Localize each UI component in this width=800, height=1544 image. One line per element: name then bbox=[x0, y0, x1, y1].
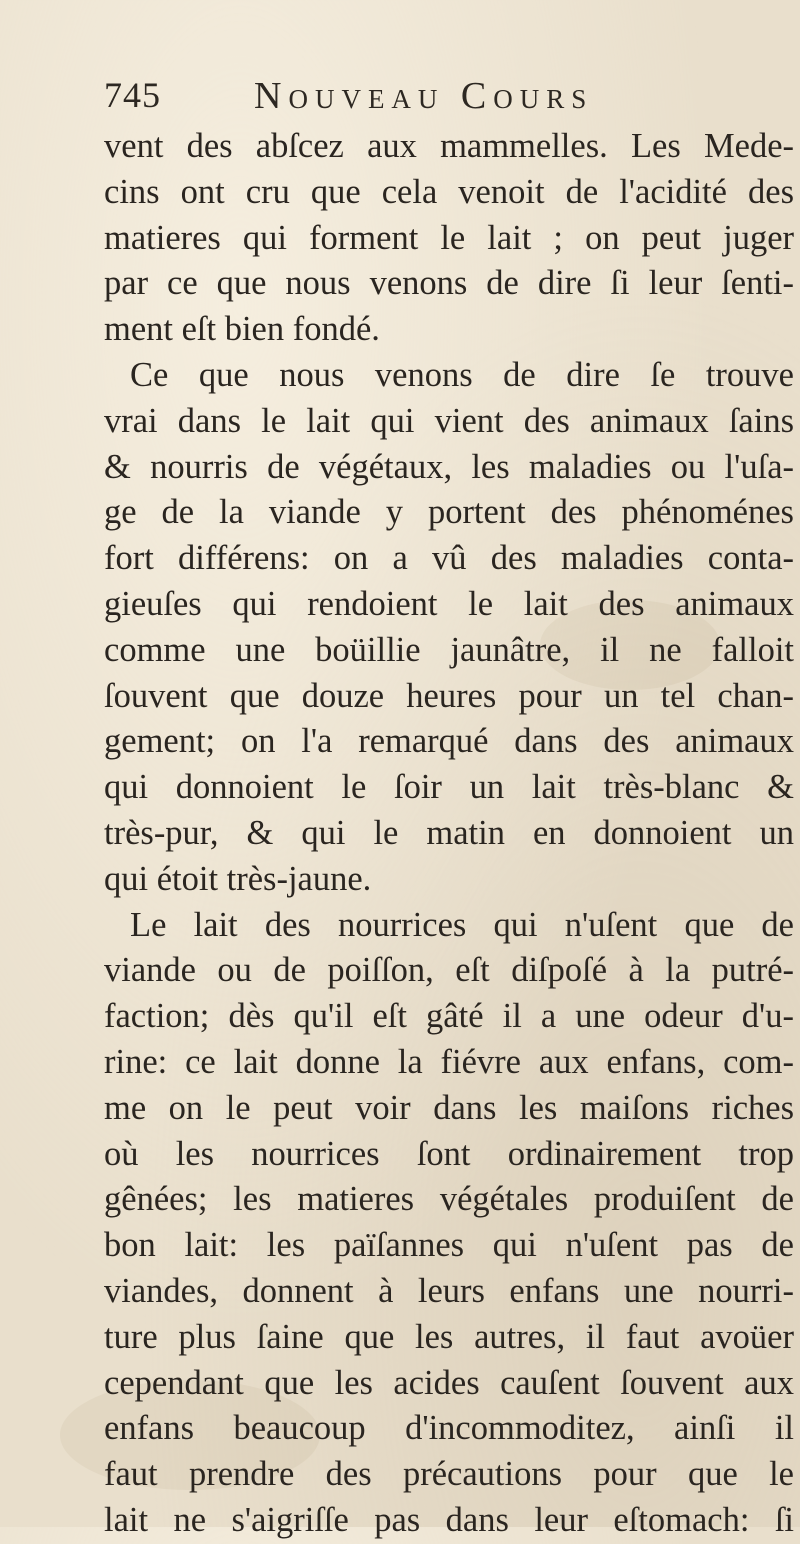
text-line: qui étoit très-jaune. bbox=[104, 859, 372, 898]
running-head bbox=[104, 74, 794, 126]
text-line: fort différens: on a vû des maladies conta- bbox=[104, 539, 794, 578]
text-line: ture plus ſaine que les autres, il faut avoüer bbox=[104, 1317, 794, 1356]
text-line: ment eſt bien fondé. bbox=[104, 310, 380, 349]
text-line: cins ont cru que cela venoit de l'acidité des bbox=[104, 172, 794, 211]
running-title: Nouveau Cours bbox=[254, 75, 594, 117]
text-line: rine: ce lait donne la fiévre aux enfans, com- bbox=[104, 1042, 794, 1081]
text-line: gement; on l'a remarqué dans des animaux bbox=[104, 722, 794, 761]
text-line: Ce que nous venons de dire ſe trouve bbox=[130, 355, 794, 394]
text-line: par ce que nous venons de dire ſi leur ſenti- bbox=[104, 264, 794, 303]
text-line: gênées; les matieres végétales produiſent de bbox=[104, 1180, 794, 1219]
text-line: ge de la viande y portent des phénoménes bbox=[104, 493, 794, 532]
text-line: faction; dès qu'il eſt gâté il a une odeur d'u- bbox=[104, 997, 794, 1036]
text-line: ſouvent que douze heures pour un tel chan- bbox=[104, 676, 794, 715]
text-line: qui donnoient le ſoir un lait très-blanc & bbox=[104, 768, 794, 807]
text-line: viandes, donnent à leurs enfans une nourri- bbox=[104, 1271, 794, 1310]
text-line: où les nourrices ſont ordinairement trop bbox=[104, 1134, 794, 1173]
text-line: comme une boüillie jaunâtre, il ne falloit bbox=[104, 630, 794, 669]
text-line: me on le peut voir dans les maiſons riches bbox=[104, 1088, 794, 1127]
page-number: 745 bbox=[104, 75, 161, 115]
text-line: gieuſes qui rendoient le lait des animaux bbox=[104, 584, 794, 623]
text-line: très-pur, & qui le matin en donnoient un bbox=[104, 813, 794, 852]
text-line: viande ou de poiſſon, eſt diſpoſé à la putré- bbox=[104, 951, 794, 990]
text-line: Le lait des nourrices qui n'uſent que de bbox=[130, 905, 794, 944]
text-line: bon lait: les païſannes qui n'uſent pas de bbox=[104, 1226, 794, 1265]
text-line: matieres qui forment le lait ; on peut juger bbox=[104, 218, 794, 257]
text-line: faut prendre des précautions pour que le bbox=[104, 1455, 794, 1494]
text-line: vent des abſcez aux mammelles. Les Mede- bbox=[104, 127, 794, 165]
text-line: enfans beaucoup d'incommoditez, ainſi il bbox=[104, 1409, 794, 1448]
text-line: vrai dans le lait qui vient des animaux ſains bbox=[104, 401, 794, 440]
text-line: cependant que les acides cauſent ſouvent aux bbox=[104, 1363, 794, 1402]
text-line: & nourris de végétaux, les maladies ou l'uſa- bbox=[104, 447, 794, 486]
body-text bbox=[104, 124, 794, 1544]
text-line: lait ne s'aigriſſe pas dans leur eſtomach: ſi bbox=[104, 1500, 794, 1539]
